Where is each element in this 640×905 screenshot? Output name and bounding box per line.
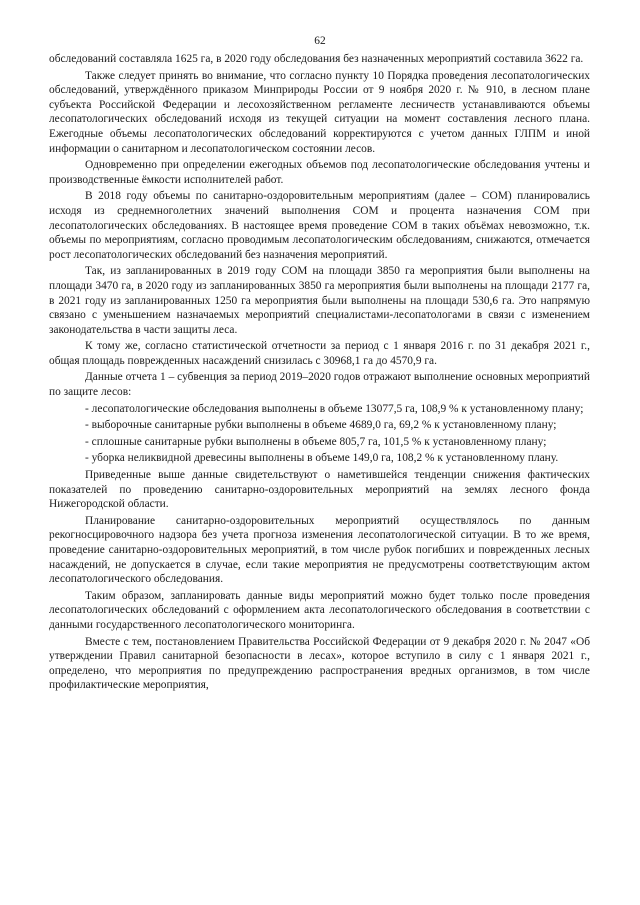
paragraph: Одновременно при определении ежегодных объемов под лесопатологические обследования учтены и производственные ёмкости исполнителей работ. — [49, 159, 590, 186]
paragraph: Планирование санитарно-оздоровительных мероприятий осуществлялось по данным рекогносцировочного надзора без учета прогноза изменения лесопатологической ситуации. В то же время, проведение санитарно-оздоровительных мероприятий, в том числе рубок погибших и поврежденных лесных насаждений, не допускается в случае, если такие мероприятия не предусмотрены соответствующим актом лесопатологического обследования. — [49, 514, 590, 586]
paragraph: Приведенные выше данные свидетельствуют о наметившейся тенденции снижения фактических показателей по проведению санитарно-оздоровительных мероприятий на землях лесного фонда Нижегородской области. — [49, 469, 590, 511]
page-number: 62 — [314, 35, 326, 47]
paragraph: Вместе с тем, постановлением Правительства Российской Федерации от 9 декабря 2020 г. № 2047 «Об утверждении Правил санитарной безопасности в лесах», которое вступило в силу с 1 января 2021 г., определено, что мероприятия по предупреждению распространения вредных организмов, в том числе профилактические мероприятия, — [49, 635, 590, 692]
paragraph: обследований составляла 1625 га, в 2020 году обследования без назначенных мероприятий составила 3622 га. — [49, 53, 584, 65]
paragraph: Так, из запланированных в 2019 году СОМ на площади 3850 га мероприятия были выполнены на площади 3470 га, в 2020 году из запланированных 3850 га мероприятия были выполнены на площади 2177 га, в 2021 году из запланированных 1250 га мероприятия были выполнены на площади 530,6 га. Это напрямую связано с уменьшением назначаемых мероприятий специалистами-лесопатологами в связи с изменением законодательства в части защиты леса. — [49, 265, 590, 336]
paragraph: Таким образом, запланировать данные виды мероприятий можно будет только после проведения лесопатологических обследований с оформлением акта лесопатологического обследования в соответствии с данными государственного лесопатологического мониторинга. — [49, 589, 590, 631]
list-item: - выборочные санитарные рубки выполнены в объеме 4689,0 га, 69,2 % к установленному плану; — [85, 419, 557, 432]
paragraph: В 2018 году объемы по санитарно-оздоровительным мероприятиям (далее – СОМ) планировались исходя из среднемноголетних значений выполнения СОМ и процента назначения СОМ при лесопатологических обследованиях. В настоящее время проведение СОМ в таких объёмах невозможно, т.к. объемы по мероприятиям, согласно проводимым лесопатологическим обследованиям, снижаются, отмечается рост лесопатологических обследований без назначения мероприятий. — [49, 190, 590, 261]
paragraph: Данные отчета 1 – субвенция за период 2019–2020 годов отражают выполнение основных мероприятий по защите лесов: — [49, 371, 590, 399]
body-text — [49, 52, 590, 693]
list-item: - уборка неликвидной древесины выполнены в объеме 149,0 га, 108,2 % к установленному плану. — [85, 452, 559, 465]
paragraph: Также следует принять во внимание, что согласно пункту 10 Порядка проведения лесопатологических обследований, утверждённого приказом Минприроды России от 9 ноября 2020 г. № 910, в лесном плане субъекта Российской Федерации и лесохозяйственном регламенте лесничеств устанавливаются объемы лесопатологических обследований исходя из текущей ситуации на момент составления лесного плана. Ежегодные объемы лесопатологических обследований корректируются с учетом данных ГЛПМ и иной информации о санитарном и лесопатологическом состоянии лесов. — [49, 69, 590, 155]
paragraph: К тому же, согласно статистической отчетности за период с 1 января 2016 г. по 31 декабря 2021 г., общая площадь поврежденных насаждений снизилась с 30968,1 га до 4570,9 га. — [49, 340, 590, 367]
list-item: - сплошные санитарные рубки выполнены в объеме 805,7 га, 101,5 % к установленному плану; — [85, 435, 547, 448]
list-item: - лесопатологические обследования выполнены в объеме 13077,5 га, 108,9 % к установленному плану; — [85, 402, 584, 415]
